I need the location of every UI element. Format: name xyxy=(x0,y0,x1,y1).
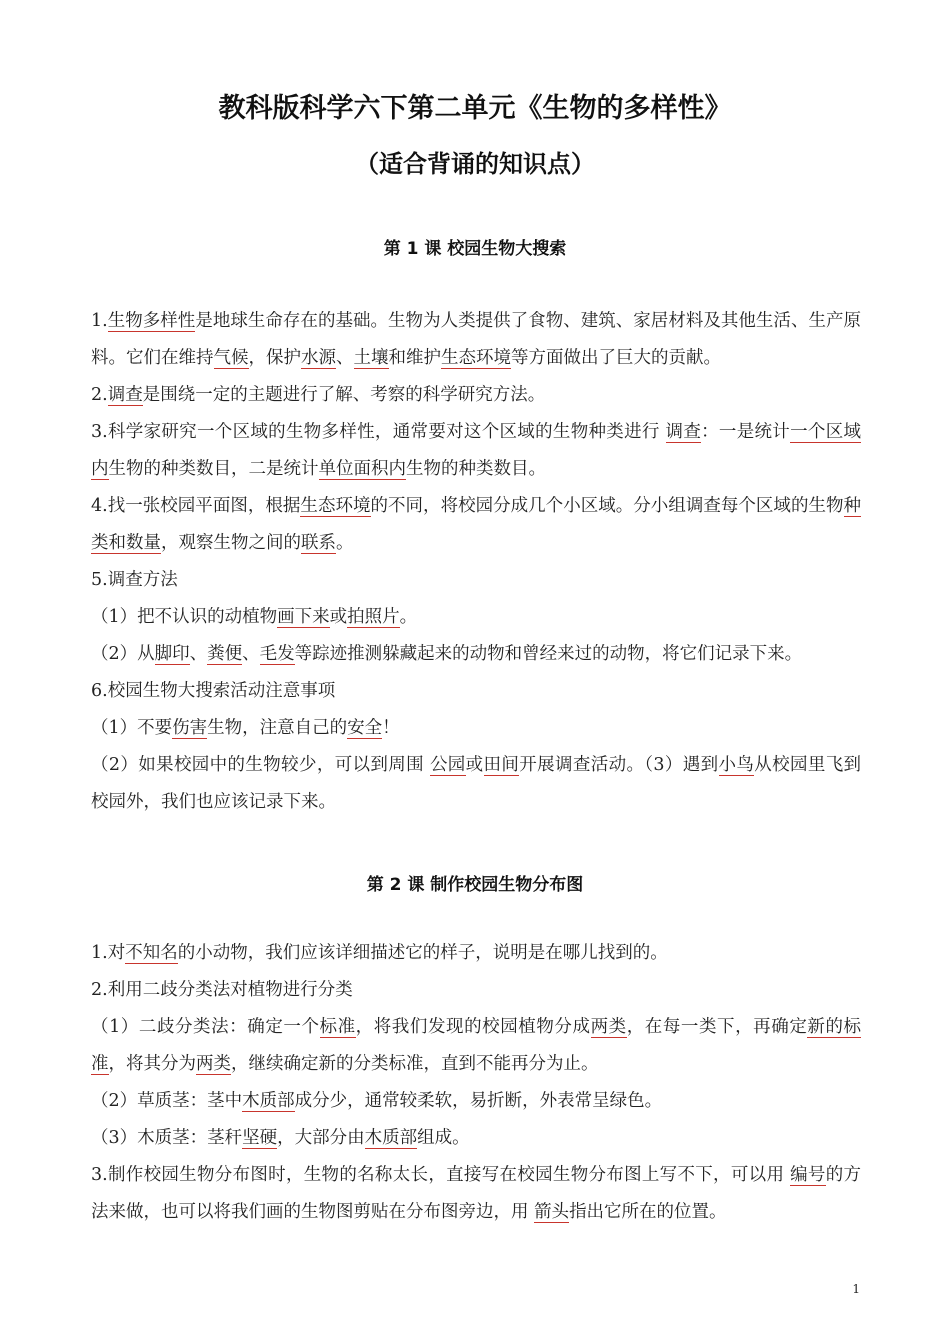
text-run: 生物的种类数目，二是统计 xyxy=(108,459,319,479)
underlined-keyword: 调查 xyxy=(665,422,702,442)
text-run: 和维护 xyxy=(388,348,441,368)
underlined-keyword: 田间 xyxy=(483,755,520,775)
underlined-keyword: 编号 xyxy=(790,1165,826,1185)
text-run: 1. xyxy=(91,311,108,331)
underlined-keyword: 单位面积内 xyxy=(318,459,406,479)
underlined-keyword: 水源 xyxy=(301,348,336,368)
underlined-keyword: 标准 xyxy=(319,1017,356,1037)
text-run: 或 xyxy=(465,755,484,775)
underlined-keyword: 两类 xyxy=(196,1054,231,1074)
lesson2-paragraph-1 xyxy=(91,935,861,972)
text-run: ，在每一类下，再确定 xyxy=(626,1017,808,1037)
text-run: 等踪迹推测躲藏起来的动物和曾经来过的动物，将它们记录下来。 xyxy=(294,644,803,664)
underlined-keyword: 两类 xyxy=(590,1017,627,1037)
underlined-keyword: 安全 xyxy=(347,718,383,738)
lesson1-paragraph-6 xyxy=(91,599,861,636)
text-run: （3）木质茎：茎秆 xyxy=(91,1128,243,1148)
text-run: ，继续确定新的分类标准，直到不能再分为止。 xyxy=(231,1054,599,1074)
underlined-keyword: 拍照片 xyxy=(347,607,400,627)
text-run: 的方法来做，也可以将我们画的生物图剪贴在分布图旁边，用 xyxy=(91,1165,861,1222)
lesson1-paragraph-8: 6.校园生物大搜索活动注意事项 xyxy=(91,681,336,701)
lesson2-body xyxy=(91,935,861,1231)
text-run: 1.对 xyxy=(91,943,126,963)
lesson2-paragraph-5 xyxy=(91,1120,861,1157)
lesson1-body xyxy=(91,303,861,821)
text-run: （1）把不认识的动植物 xyxy=(91,607,278,627)
text-run: 生物，注意自己的 xyxy=(207,718,348,738)
underlined-keyword: 画下来 xyxy=(277,607,330,627)
text-run: （2）如果校园中的生物较少，可以到周围 xyxy=(91,755,430,775)
underlined-keyword: 木质部 xyxy=(364,1128,418,1148)
text-run: （1）二歧分类法：确定一个 xyxy=(91,1017,320,1037)
underlined-keyword: 小鸟 xyxy=(718,755,755,775)
underlined-keyword: 生态环境 xyxy=(300,496,371,516)
underlined-keyword: 联系 xyxy=(301,533,336,553)
text-run: 3.科学家研究一个区域的生物多样性，通常要对这个区域的生物种类进行 xyxy=(91,422,666,442)
lesson1-paragraph-2 xyxy=(91,377,861,414)
text-run: ！ xyxy=(382,718,400,738)
underlined-keyword: 生物多样性 xyxy=(107,311,196,331)
text-run: 是地球生命存在的基础。生物为人类提供了食物、建筑、家居材料及其他生活、生产原料。它们在维持 xyxy=(91,311,862,368)
text-run: （2）草质茎：茎中 xyxy=(91,1091,243,1111)
text-run: ：一是统计 xyxy=(701,422,791,442)
underlined-keyword: 箭头 xyxy=(534,1202,570,1222)
text-run: 。 xyxy=(336,533,354,553)
text-run: 。 xyxy=(399,607,418,627)
lesson1-paragraph-1 xyxy=(91,303,861,377)
document-title: 教科版科学六下第二单元《生物的多样性》 xyxy=(218,93,732,124)
underlined-keyword: 土壤 xyxy=(353,348,389,368)
underlined-keyword: 坚硬 xyxy=(242,1128,278,1148)
text-run: 开展调查活动。（3）遇到 xyxy=(519,755,719,775)
text-run: 成分少，通常较柔软，易折断，外表常呈绿色。 xyxy=(294,1091,663,1111)
text-run: 、 xyxy=(189,644,208,664)
underlined-keyword: 毛发 xyxy=(259,644,295,664)
lesson1-paragraph-3 xyxy=(91,414,861,488)
text-run: 指出它所在的位置。 xyxy=(569,1202,727,1222)
text-run: 是围绕一定的主题进行了解、考察的科学研究方法。 xyxy=(142,385,546,405)
underlined-keyword: 一个区域内 xyxy=(91,422,861,479)
underlined-keyword: 生态环境 xyxy=(441,348,511,368)
lesson1-paragraph-7 xyxy=(91,636,861,673)
text-run: ，大部分由 xyxy=(277,1128,365,1148)
text-run: 生物的种类数目。 xyxy=(406,459,546,479)
text-run: 2. xyxy=(91,385,108,405)
text-run: 或 xyxy=(329,607,348,627)
lesson1-heading: 第 1 课 校园生物大搜索 xyxy=(383,239,567,259)
text-run: （1）不要 xyxy=(91,718,173,738)
underlined-keyword: 新的标准 xyxy=(91,1017,862,1074)
lesson2-heading: 第 2 课 制作校园生物分布图 xyxy=(366,875,584,895)
text-run: 从校园里飞到校园外，我们也应该记录下来。 xyxy=(91,755,862,812)
text-run: 的不同，将校园分成几个小区域。分小组调查每个区域的生物 xyxy=(370,496,844,516)
underlined-keyword: 粪便 xyxy=(207,644,243,664)
underlined-keyword: 调查 xyxy=(107,385,143,405)
lesson1-paragraph-9 xyxy=(91,710,861,747)
text-run: 等方面做出了巨大的贡献。 xyxy=(511,348,721,368)
underlined-keyword: 木质部 xyxy=(242,1091,295,1111)
underlined-keyword: 种类和数量 xyxy=(91,496,861,553)
text-run: ，观察生物之间的 xyxy=(161,533,301,553)
lesson2-paragraph-4 xyxy=(91,1083,861,1120)
text-run: （2）从 xyxy=(91,644,155,664)
underlined-keyword: 伤害 xyxy=(172,718,208,738)
lesson1-paragraph-10 xyxy=(91,747,861,821)
lesson2-paragraph-2: 2.利用二歧分类法对植物进行分类 xyxy=(91,980,353,1000)
text-run: ，将我们发现的校园植物分成 xyxy=(355,1017,591,1037)
document-subtitle: （适合背诵的知识点） xyxy=(355,150,595,178)
text-run: 4.找一张校园平面图，根据 xyxy=(91,496,301,516)
lesson1-paragraph-5: 5.调查方法 xyxy=(91,570,178,590)
underlined-keyword: 不知名 xyxy=(125,943,178,963)
underlined-keyword: 气候 xyxy=(213,348,249,368)
page-number: 1 xyxy=(852,1282,860,1296)
text-run: 的小动物，我们应该详细描述它的样子，说明是在哪儿找到的。 xyxy=(177,943,668,963)
text-run: ，将其分为 xyxy=(108,1054,196,1074)
underlined-keyword: 公园 xyxy=(429,755,466,775)
text-run: ，保护 xyxy=(248,348,301,368)
lesson2-paragraph-6 xyxy=(91,1157,861,1231)
text-run: 、 xyxy=(242,644,260,664)
text-run: 组成。 xyxy=(417,1128,470,1148)
underlined-keyword: 脚印 xyxy=(154,644,190,664)
text-run: 3.制作校园生物分布图时，生物的名称太长，直接写在校园生物分布图上写不下，可以用 xyxy=(91,1165,791,1185)
text-run: 、 xyxy=(336,348,354,368)
lesson2-paragraph-3 xyxy=(91,1009,861,1083)
lesson1-paragraph-4 xyxy=(91,488,861,562)
